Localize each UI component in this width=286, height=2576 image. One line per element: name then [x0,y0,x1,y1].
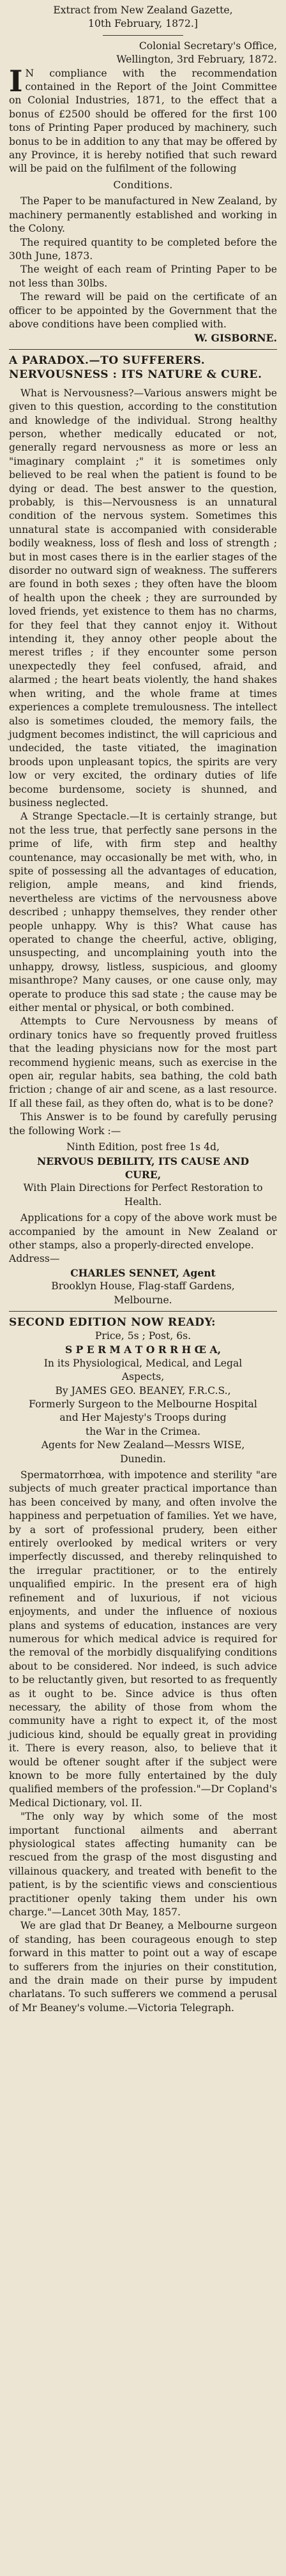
conditions-heading: Conditions. [113,179,173,191]
agents-line-1: Agents for New Zealand—Messrs WISE, [41,1439,245,1451]
signature: W. GISBORNE. [194,332,277,345]
agent-address: Brooklyn House, Flag-staff Gardens, [51,1280,235,1292]
ad-subheadline: NERVOUSNESS : ITS NATURE & CURE. [9,368,262,381]
divider [9,1311,277,1312]
gazette-intro [9,63,277,176]
book-subtitle-2: Aspects, [121,1371,165,1383]
telegraph-quote: We are glad that Dr Beaney, a Melbourne surgeon of standing, has been courageous enough to step forward in this matter to point out a way of escape to sufferers from the injuries on their constitution, and the drain made on their purse by impudent charlatans. To such sufferers we commend a perusal of Mr Beaney's volume.—Victoria Telegraph. [9,1920,277,2014]
divider [9,349,277,350]
author-line-4: the War in the Crimea. [86,1425,200,1437]
agent-name: CHARLES SENNET, Agent [70,1266,216,1279]
author-line-3: and Her Majesty's Troops during [59,1412,227,1424]
gazette-intro-body: N compliance with the recommendation contained in the Report of the Joint Committee on Colonial Industries, 1871, to the effect that a bonus of £2500 should be offered for the first 100 tons of Printing Paper produced by machinery, such bonus to be in addition to any that may be offered by any Province, it is hereby notified that such reward will be paid on the fulfilment of the following [9,67,277,175]
book-advertisement [9,1315,277,2015]
condition-item: The weight of each ream of Printing Paper to be not less than 30lbs. [9,264,277,289]
book-ad-headline: SECOND EDITION NOW READY: [9,1315,216,1329]
book-subtitle-1: In its Physiological, Medical, and Legal [43,1357,243,1369]
applications-note: Applications for a copy of the above work must be accompanied by the amount in New Zealand or other stamps, also a properly-directed envelope. [9,1212,277,1251]
condition-item: The reward will be paid on the certificate of an officer to be appointed by the Government that the above conditions have been complied with. [9,291,277,330]
author-line-2: Formerly Surgeon to the Melbourne Hospital [29,1398,257,1410]
address-label: Address— [9,1253,60,1265]
book-subtitle: With Plain Directions for Perfect Restoration to Health. [23,1182,263,1208]
divider [103,35,183,36]
lancet-quote: "The only way by which some of the most important functional ailments and aberrant physiological states affecting humanity can be rescued from the grasp of the most disgusting and villainous quackery, and treated with benefit to the patient, is by the scientific views and conscientious practitioner openly taking them under his own charge."—Lancet 30th May, 1857. [9,1811,277,1919]
book-title: S P E R M A T O R R H Œ A, [64,1344,222,1356]
drop-cap: I [9,63,23,98]
condition-item: The required quantity to be completed before the 30th June, 1873. [9,236,277,262]
ad-paragraph: What is Nervousness?—Various answers might be given to this question, according to the constitution and knowledge of the individual. Strong healthy person, whether medically educated or not, generally regard nervousness as more or less an "imaginary complaint ;" it is sometimes only believed to be real when the patient is found to be dying or dead. The best answer to the question, probably, is this—Nervousness is an unnatural condition of the nervous system. Sometimes this unnatural state is accompanied with considerable bodily weakness, loss of flesh and loss of strength ; but in most cases there is in the earlier stages of the disorder no outward sign of weakness. The sufferers are found in both sexes ; they often have the bloom of health upon the cheek ; they are surrounded by loved friends, yet existence to them has no charms, for they feel that they cannot enjoy it. Without intending it, they annoy other people about the merest trifles ; if they encounter some person unexpectedly they feel confused, afraid, and alarmed ; the heart beats violently, the hand shakes when writing, and the whole frame at times experiences a complete tremulousness. The intellect also is sometimes clouded, the memory fails, the judgment becomes indistinct, the will capricious and undecided, the taste vitiated, the imagination broods upon unpleasant topics, the spirits are very low or very excited, the ordinary duties of life become burdensome, society is shunned, and business neglected. [9,387,277,809]
dateline: Wellington, 3rd February, 1872. [116,54,277,66]
book-title-line-2: CURE, [124,1168,162,1181]
author-line-1: By JAMES GEO. BEANEY, F.R.C.S., [55,1384,231,1397]
ad-headline: A PARADOX.—TO SUFFERERS. [9,354,206,367]
book-price: Price, 5s ; Post, 6s. [94,1329,192,1342]
ad-paragraph: Attempts to Cure Nervousness by means of ordinary tonics have so frequently proved fruitless that the leading physicians now for the most part recommend hygienic means, such as exercise in the open air, regular habits, sea bathing, the cold bath friction ; change of air and scene, as a last resource. If all these fail, as they often do, what is to be done? [9,1015,277,1109]
gazette-header-line-2: 10th February, 1872.] [88,18,198,30]
ad-paragraph: A Strange Spectacle.—It is certainly strange, but not the less true, that perfectly sane persons in the prime of life, with firm step and healthy countenance, may occasionally be met with, who, in spite of possessing all the advantages of education, religion, ample means, and kind friends, nevertheless are victims of the nervousness above described ; unhappy themselves, they render other people unhappy. Why is this? What cause has operated to change the cheerful, active, obliging, unsuspecting, and uncomplaining youth into the unhappy, drowsy, listless, suspicious, and gloomy misanthrope? Many causes, or one cause only, may operate to produce this sad state ; the cause may be either mental or physical, or both combined. [9,811,277,1014]
agents-line-2: Dunedin. [120,1453,166,1465]
ad-paragraph: This Answer is to be found by carefully perusing the following Work :— [9,1111,277,1137]
nervousness-advertisement [9,354,277,1307]
agent-city: Melbourne. [114,1294,172,1306]
office-line: Colonial Secretary's Office, [139,40,277,52]
edition-line: Ninth Edition, post free 1s 4d, [66,1141,220,1153]
book-ad-body: Spermatorrhœa, with impotence and sterility "are subjects of much greater practical importance than has been conceived by many, and often involve the happiness and perpetuation of families. Yet we have, by a sort of professional prudery, been either entirely overlooked by medical writers or very imperfectly discussed, and thereby relinquished to the irregular practitioner, or to the entirely unqualified empiric. In the present era of high refinement and of luxurious, if not vicious enjoyments, and under the influence of noxious plans and systems of education, instances are very numerous for which medical advice is required for the removal of the morbidly disqualifying conditions about to be considered. Nor indeed, is such advice to be reluctantly given, but resorted to as frequently as it ought to be. Since advice is thus often necessary, the ability of those from whom the community have a right to expect it, of the most judicious kind, should be equally great in providing it. There is every reason, also, to believe that it would be oftener sought after if the subject were known to be more fully entertained by the duly qualified members of the profession."—Dr Copland's Medical Dictionary, vol. II. [9,1469,277,1809]
gazette-header-line-1: Extract from New Zealand Gazette, [53,4,233,16]
condition-item: The Paper to be manufactured in New Zealand, by machinery permanently established and working in the Colony. [9,195,277,235]
gazette-notice [9,4,277,345]
book-title-line-1: NERVOUS DEBILITY, ITS CAUSE AND [36,1155,250,1167]
